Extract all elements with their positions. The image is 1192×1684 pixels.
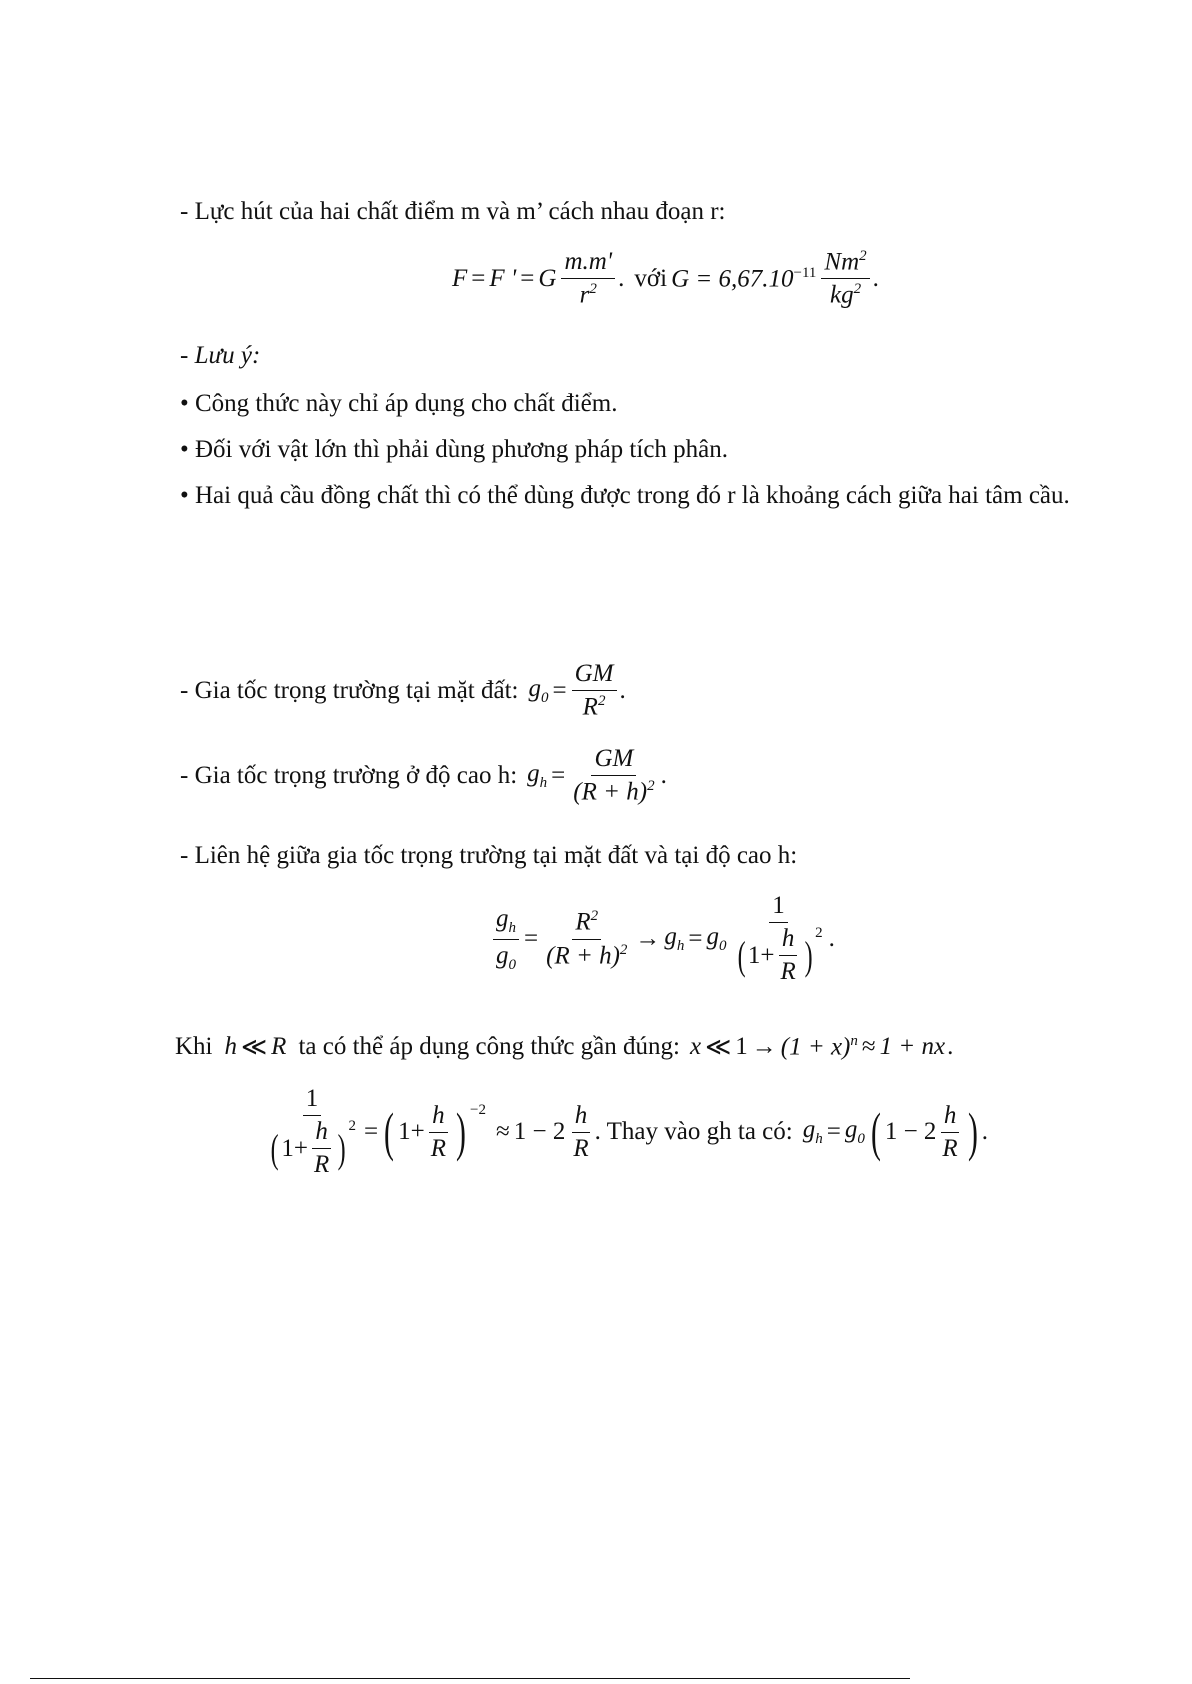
one-over-paren <box>265 1085 359 1179</box>
frac-den <box>493 940 519 974</box>
var-R: R <box>313 1151 330 1178</box>
note-bullet-3 <box>180 482 1070 510</box>
exp-2: 2 <box>590 908 599 925</box>
frac-num: GM <box>591 745 636 776</box>
g-exp: −11 <box>793 264 817 281</box>
sub-0: 0 <box>508 956 516 973</box>
op-eq: = <box>551 761 566 789</box>
gravity-force-equation <box>450 248 879 310</box>
gh-symbol <box>803 1116 823 1148</box>
expr-one-plus-nx: 1 + nx <box>879 1033 946 1060</box>
var-g: g <box>664 923 677 950</box>
var-h: h <box>224 1033 237 1060</box>
var-Fprime: F ' <box>489 264 517 292</box>
dot: . <box>947 1033 954 1060</box>
exp-2: 2 <box>619 941 628 958</box>
frac-den: $(R + h)^2$ <box>546 941 628 969</box>
var-h: h <box>779 925 798 956</box>
op-much-less: ≪ <box>705 1034 732 1061</box>
var-g: g <box>528 674 541 702</box>
var-h: h <box>941 1102 960 1133</box>
op-eq: = <box>471 264 486 292</box>
var-g: g <box>496 904 509 932</box>
arrow: → <box>751 1033 777 1060</box>
note-bullet-1 <box>180 390 617 418</box>
footer-rule <box>30 1678 910 1679</box>
var-F: F <box>452 264 468 292</box>
sub-0: 0 <box>541 689 549 706</box>
one-plus: 1+ <box>398 1118 425 1145</box>
num-one: 1 <box>735 1033 748 1060</box>
var-R: R <box>271 1033 287 1060</box>
expr-r-plus-h: R + h <box>581 778 639 806</box>
h-over-r <box>428 1102 449 1163</box>
op-eq: = <box>520 264 535 292</box>
approximation-line <box>175 1032 953 1062</box>
var-R: R <box>582 693 598 721</box>
var-h: h <box>429 1102 448 1133</box>
exp-n: n <box>850 1032 858 1049</box>
dot: . <box>981 1118 988 1145</box>
exp-2: 2 <box>853 281 862 298</box>
frac-num: 1 <box>769 892 788 923</box>
note-heading-text: - Lưu ý: <box>180 342 261 369</box>
op-eq: = <box>524 925 539 952</box>
unit-den <box>827 279 864 309</box>
one-over-paren <box>732 892 826 986</box>
approximation-text: ta có thể áp dụng công thức gần đúng: <box>298 1033 680 1060</box>
op-eq: = <box>688 925 703 952</box>
h-over-r <box>939 1102 960 1163</box>
g-constant <box>671 265 816 293</box>
note-bullet-3-text: • Hai quả cầu đồng chất thì có thể dùng được trong đó r là khoảng cách giữa hai tâm cầu. <box>180 482 1070 509</box>
gh-over-g0 <box>493 905 519 974</box>
g0-symbol <box>707 923 727 955</box>
word-voi: với <box>634 264 668 292</box>
sub-0: 0 <box>857 1131 865 1147</box>
var-h: h <box>312 1118 331 1149</box>
op-eq: = <box>826 1118 841 1145</box>
exp-2: 2 <box>589 281 597 298</box>
arrow: → <box>635 925 661 952</box>
gravity-law-text: - Lực hút của hai chất điểm m và m’ cách nhau đoạn r: <box>180 198 726 225</box>
frac-den: $(R + h)^2$ <box>573 778 655 806</box>
gh-symbol <box>527 760 547 792</box>
dot: . <box>660 761 667 789</box>
paren-group-2: ( 1 − 2 $\frac{h}{R}$ ) <box>870 1101 978 1162</box>
one-plus: 1+ <box>747 941 775 969</box>
surface-gravity-line <box>180 660 626 721</box>
ratio-equation <box>490 892 835 986</box>
h-over-r <box>311 1118 332 1179</box>
op-eq: = <box>552 676 567 704</box>
var-R: R <box>575 908 591 936</box>
relation-intro-text: - Liên hệ giữa gia tốc trọng trường tại mặt đất và tại độ cao h: <box>180 842 798 869</box>
note-heading <box>180 342 260 370</box>
exp-2: 2 <box>647 778 655 794</box>
frac-den: ( 1+ $\frac{h}{R}$ ) $^2$ <box>270 1118 357 1178</box>
one-minus-two: 1 − 2 <box>513 1118 566 1145</box>
frac-num: 1 <box>303 1085 322 1116</box>
var-R: R <box>780 958 796 985</box>
surface-gravity-text: - Gia tốc trọng trường tại mặt đất: <box>180 676 519 704</box>
var-x: x <box>689 1033 702 1060</box>
frac-den <box>577 279 600 309</box>
exp-2: 2 <box>815 925 823 941</box>
g0-symbol <box>529 675 549 707</box>
expansion-equation <box>262 1085 988 1179</box>
var-r: r <box>579 281 590 309</box>
var-g: g <box>706 923 720 950</box>
frac-den: ( 1+ $\frac{h}{R}$ ) $^2$ <box>737 925 823 985</box>
g0-symbol <box>845 1116 865 1148</box>
expr-one-plus-x: 1 + x <box>789 1033 843 1061</box>
exp-2: 2 <box>597 693 606 709</box>
note-bullet-2-text: • Đối với vật lớn thì phải dùng phương pháp tích phân. <box>180 436 729 463</box>
gh-symbol <box>664 923 684 955</box>
var-R: R <box>430 1134 447 1162</box>
exp-2: 2 <box>348 1118 357 1134</box>
var-g: g <box>527 759 540 787</box>
expr-r-plus-h: R + h <box>554 941 612 969</box>
frac-num <box>572 908 601 939</box>
frac-num: m.m' <box>561 248 615 279</box>
exp-neg-2: −2 <box>470 1101 486 1118</box>
note-bullet-1-text: • Công thức này chỉ áp dụng cho chất điểm. <box>180 390 618 417</box>
gm-over-rh2 <box>570 745 657 806</box>
var-g: g <box>802 1116 816 1143</box>
frac-num <box>493 905 519 940</box>
op-approx: ≈ <box>495 1118 510 1145</box>
var-R: R <box>573 1134 589 1162</box>
altitude-gravity-line <box>180 745 667 806</box>
sub-h: h <box>815 1131 823 1147</box>
g-value: G = 6,67.10 <box>671 264 794 292</box>
sub-h: h <box>508 919 516 936</box>
var-g: g <box>844 1116 858 1143</box>
op-approx: ≈ <box>861 1033 876 1060</box>
paren-group-1: ( 1+ $\frac{h}{R}$ ) $^{-2}$ <box>384 1101 486 1162</box>
var-h: h <box>572 1102 591 1133</box>
dot: . <box>872 264 879 292</box>
word-khi: Khi <box>175 1033 213 1060</box>
h-over-r <box>777 925 798 986</box>
h-over-r <box>570 1102 591 1163</box>
op-eq: = <box>364 1118 379 1145</box>
gm-over-r2 <box>572 660 617 721</box>
dot: . <box>618 264 625 292</box>
var-R: R <box>942 1134 958 1162</box>
exp-2: 2 <box>859 248 867 264</box>
gravity-law-intro <box>180 198 726 226</box>
altitude-gravity-text: - Gia tốc trọng trường ở độ cao h: <box>180 761 518 789</box>
frac-num: GM <box>572 660 617 691</box>
dot: . <box>828 925 835 952</box>
unit-kg: kg <box>829 281 854 309</box>
unit-nm: Nm <box>824 248 860 276</box>
var-G: G <box>538 264 557 292</box>
note-bullet-2 <box>180 436 728 464</box>
unit-num <box>821 248 869 279</box>
mass-fraction <box>561 248 615 309</box>
binomial: $(1 + x)^n$ <box>780 1032 858 1061</box>
frac-den <box>580 691 609 721</box>
one-plus: 1+ <box>281 1134 308 1162</box>
var-g: g <box>496 941 509 969</box>
dot: . <box>619 676 626 704</box>
sub-h: h <box>539 774 548 791</box>
sub-0: 0 <box>719 938 727 954</box>
substitute-text: . Thay vào gh ta có: <box>594 1118 793 1145</box>
r2-over-rh2 <box>543 908 630 970</box>
unit-fraction <box>821 248 869 310</box>
relation-intro <box>180 842 797 870</box>
op-much-less: ≪ <box>241 1034 268 1061</box>
one-minus-two: 1 − 2 <box>884 1118 937 1145</box>
sub-h: h <box>676 938 685 954</box>
